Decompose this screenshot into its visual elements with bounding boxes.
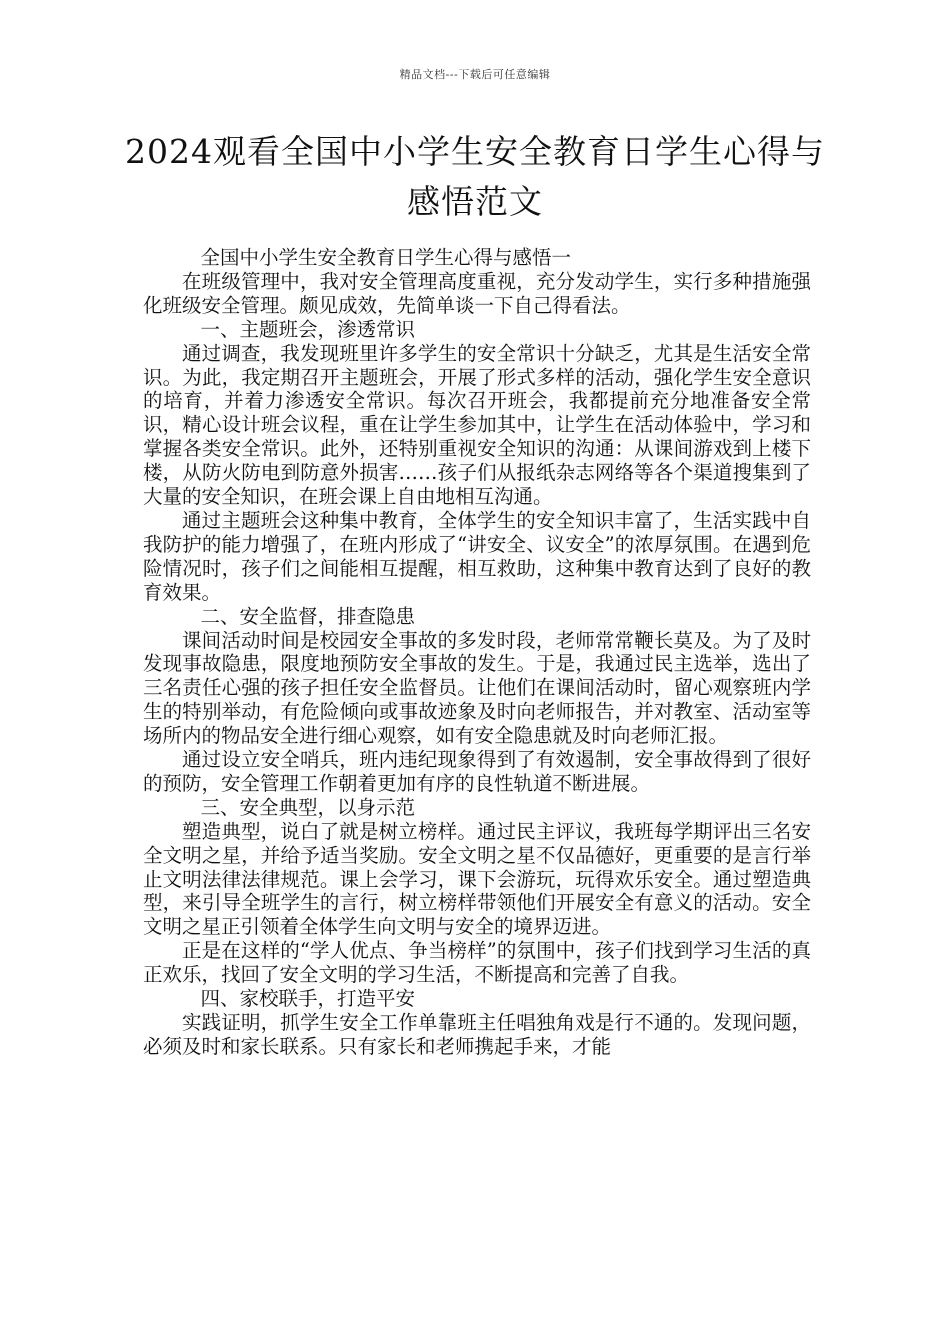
section-heading: 全国中小学生安全教育日学生心得与感悟一 xyxy=(200,246,572,269)
body-paragraph: 塑造典型，说白了就是树立榜样。通过民主评议，我班每学期评出三名安全文明之星，并给予适当奖励。安全文明之星不仅品德好，更重要的是言行举止文明法律法律规范。课上会学习，课下会游玩，玩得欢乐安全。通过塑造典型，来引导全班学生的言行，树立榜样带领他们开展安全有意义的活动。安全文明之星正引领着全体学生向文明与安全的境界迈进。 xyxy=(143,819,811,939)
section-heading: 三、安全典型，以身示范 xyxy=(200,795,416,819)
body-paragraph: 正是在这样的“学人优点、争当榜样”的氛围中，孩子们找到学习生活的真正欢乐，找回了安全文明的学习生活，不断提高和完善了自我。 xyxy=(143,939,811,987)
section-heading: 四、家校联手，打造平安 xyxy=(200,987,416,1011)
body-paragraph: 通过主题班会这种集中教育，全体学生的安全知识丰富了，生活实践中自我防护的能力增强了，在班内形成了“讲安全、议安全”的浓厚氛围。在遇到危险情况时，孩子们之间能相互提醒，相互救助，这种集中教育达到了良好的教育效果。 xyxy=(143,508,811,604)
body-paragraph: 在班级管理中，我对安全管理高度重视，充分发动学生，实行多种措施强化班级安全管理。颇见成效，先简单谈一下自己得看法。 xyxy=(143,269,811,317)
document-body xyxy=(143,246,811,1059)
body-paragraph: 课间活动时间是校园安全事故的多发时段，老师常常鞭长莫及。为了及时发现事故隐患，限度地预防安全事故的发生。于是，我通过民主选举，选出了三名责任心强的孩子担任安全监督员。让他们在课间活动时，留心观察班内学生的特别举动，有危险倾向或事故迹象及时向老师报告，并对教室、活动室等场所内的物品安全进行细心观察，如有安全隐患就及时向老师汇报。 xyxy=(143,628,811,748)
body-paragraph: 实践证明，抓学生安全工作单靠班主任唱独角戏是行不通的。发现问题，必须及时和家长联系。只有家长和老师携起手来，才能 xyxy=(143,1011,811,1058)
page-header-note: 精品文档---下载后可任意编辑 xyxy=(399,68,551,81)
section-heading: 二、安全监督，排查隐患 xyxy=(200,604,416,628)
document-title: 2024观看全国中小学生安全教育日学生心得与感悟范文 xyxy=(125,132,825,221)
body-paragraph: 通过调查，我发现班里许多学生的安全常识十分缺乏，尤其是生活安全常识。为此，我定期召开主题班会，开展了形式多样的活动，强化学生安全意识的培育，并着力渗透安全常识。每次召开班会，我都提前充分地准备安全常识，精心设计班会议程，重在让学生参加其中，让学生在活动体验中，学习和掌握各类安全常识。此外，还特别重视安全知识的沟通：从课间游戏到上楼下楼，从防火防电到防意外损害……孩子们从报纸杂志网络等各个渠道搜集到了大量的安全知识，在班会课上自由地相互沟通。 xyxy=(143,341,811,509)
section-heading: 一、主题班会，渗透常识 xyxy=(200,317,416,341)
body-paragraph: 通过设立安全哨兵，班内违纪现象得到了有效遏制，安全事故得到了很好的预防，安全管理工作朝着更加有序的良性轨道不断进展。 xyxy=(143,748,811,795)
